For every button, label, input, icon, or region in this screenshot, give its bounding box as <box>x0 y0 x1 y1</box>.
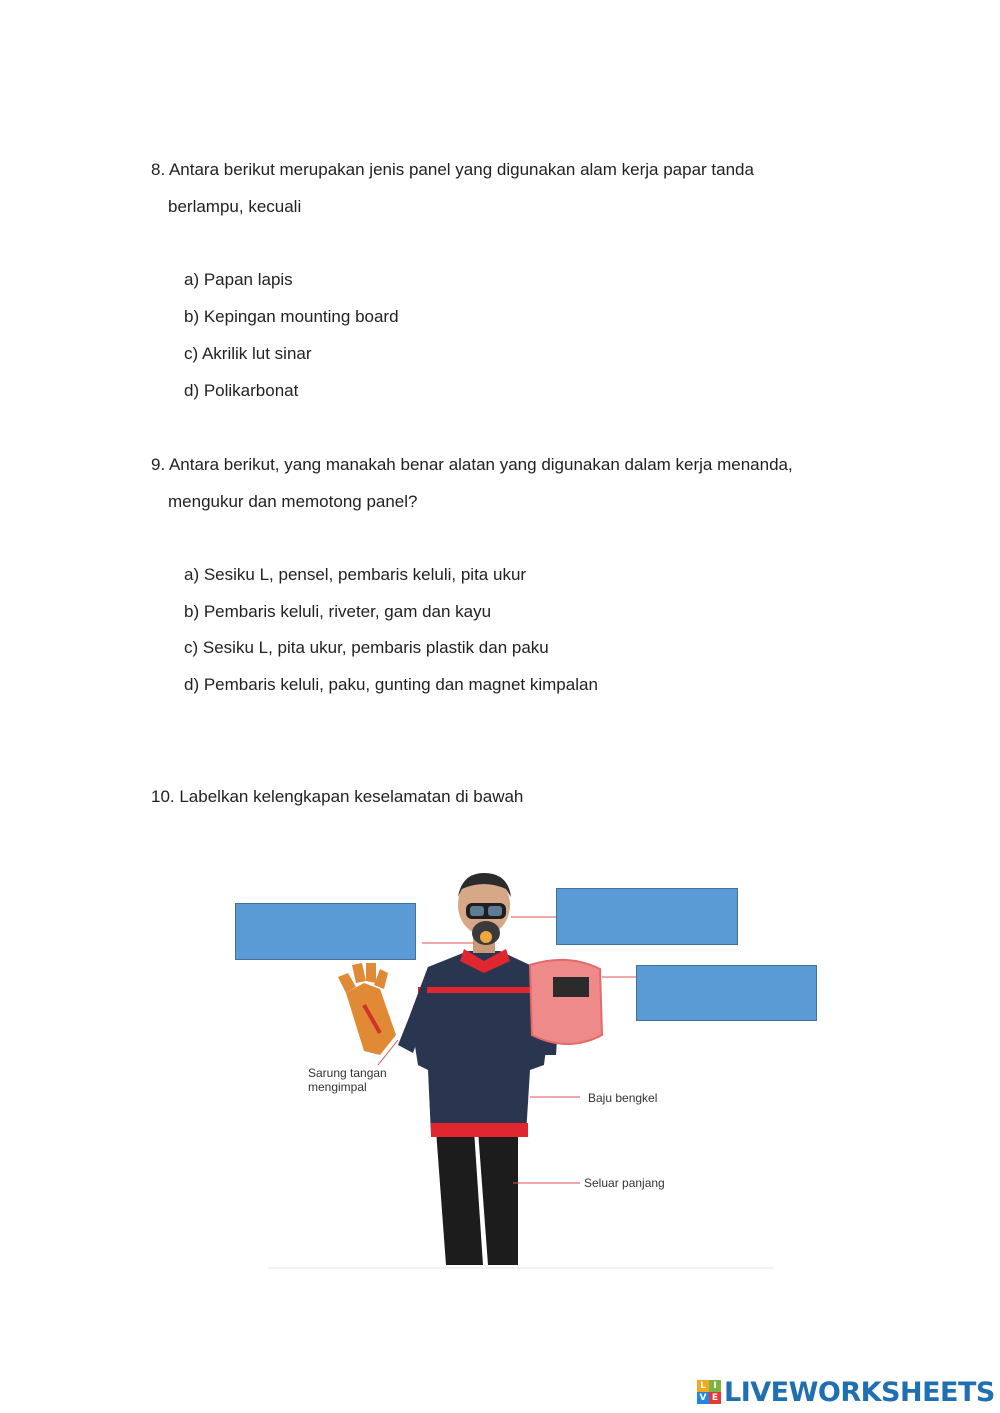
q9-option-a: a) Sesiku L, pensel, pembaris keluli, pita ukur <box>184 565 527 584</box>
label-gloves-line2: mengimpal <box>308 1080 367 1094</box>
answer-box-welding-shield[interactable] <box>636 965 817 1021</box>
label-trousers: Seluar panjang <box>584 1176 665 1190</box>
answer-box-respirator[interactable] <box>235 903 416 960</box>
q9-option-b: b) Pembaris keluli, riveter, gam dan kayu <box>184 602 492 621</box>
label-gloves-line1: Sarung tangan <box>308 1066 387 1080</box>
answer-box-goggles[interactable] <box>556 888 738 945</box>
logo-letter-e: E <box>709 1392 721 1404</box>
q8-option-d: d) Polikarbonat <box>184 381 299 400</box>
q8-option-b: b) Kepingan mounting board <box>184 307 399 326</box>
q8-option-a: a) Papan lapis <box>184 270 293 289</box>
label-shirt: Baju bengkel <box>588 1091 658 1105</box>
question-9-text-line1: 9. Antara berikut, yang manakah benar alatan yang digunakan dalam kerja menanda, <box>151 455 793 474</box>
q9-option-c: c) Sesiku L, pita ukur, pembaris plastik dan paku <box>184 638 549 657</box>
liveworksheets-logo-icon <box>697 1380 721 1404</box>
label-gloves <box>308 1066 387 1094</box>
liveworksheets-brand <box>697 1377 995 1407</box>
logo-letter-v: V <box>697 1392 709 1404</box>
question-10-text: 10. Labelkan kelengkapan keselamatan di bawah <box>151 787 524 806</box>
liveworksheets-wordmark: LIVEWORKSHEETS <box>724 1376 995 1408</box>
question-9-text-line2: mengukur dan memotong panel? <box>168 492 418 511</box>
q8-option-c: c) Akrilik lut sinar <box>184 344 312 363</box>
question-8-text-line2: berlampu, kecuali <box>168 197 302 216</box>
question-9 <box>151 446 793 520</box>
question-8-text-line1: 8. Antara berikut merupakan jenis panel yang digunakan alam kerja papar tanda <box>151 160 754 179</box>
q9-option-d: d) Pembaris keluli, paku, gunting dan magnet kimpalan <box>184 675 598 694</box>
logo-letter-i: I <box>709 1380 721 1392</box>
question-8 <box>151 151 754 225</box>
question-10 <box>151 778 523 815</box>
logo-letter-l: L <box>697 1380 709 1392</box>
